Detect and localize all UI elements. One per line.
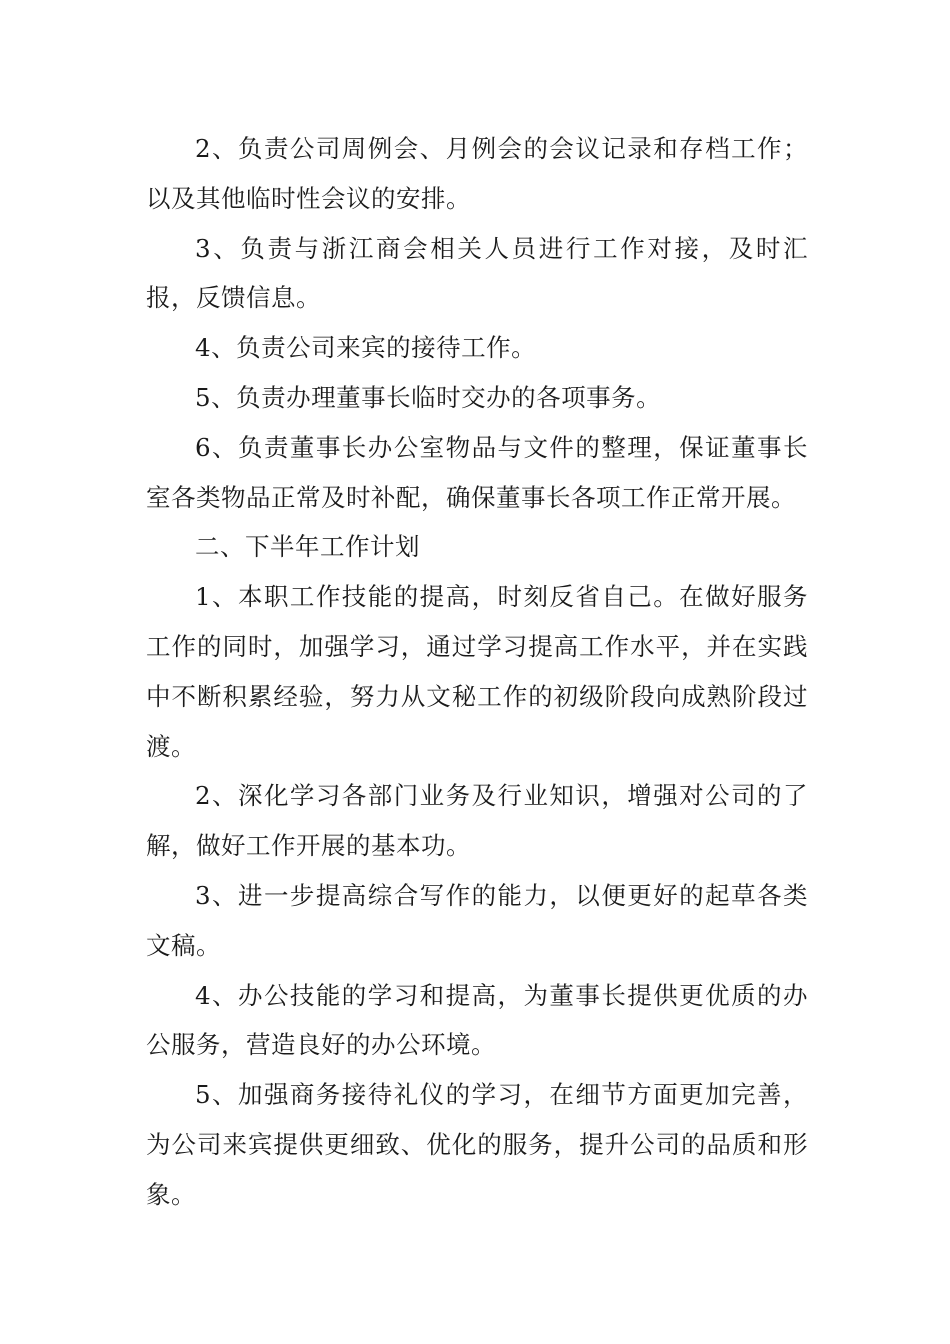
paragraph-plan-2: 2、深化学习各部门业务及行业知识，增强对公司的了解，做好工作开展的基本功。 (146, 781, 808, 861)
paragraph-duty-6: 6、负责董事长办公室物品与文件的整理，保证董事长室各类物品正常及时补配，确保董事长各项工作正常开展。 (146, 432, 808, 512)
paragraph-duty-4: 4、负责公司来宾的接待工作。 (195, 333, 537, 363)
paragraph-plan-1: 1、本职工作技能的提高，时刻反省自己。在做好服务工作的同时，加强学习，通过学习提高工作水平，并在实践中不断积累经验，努力从文秘工作的初级阶段向成熟阶段过渡。 (146, 582, 808, 761)
paragraph-duty-2: 2、负责公司周例会、月例会的会议记录和存档工作；以及其他临时性会议的安排。 (146, 134, 808, 213)
paragraph-plan-5: 5、加强商务接待礼仪的学习，在细节方面更加完善，为公司来宾提供更细致、优化的服务，提升公司的品质和形象。 (146, 1080, 808, 1209)
section-heading-second-half-plan: 二、下半年工作计划 (195, 532, 420, 562)
paragraph-duty-3: 3、负责与浙江商会相关人员进行工作对接，及时汇报，反馈信息。 (146, 233, 808, 313)
paragraph-plan-4: 4、办公技能的学习和提高，为董事长提供更优质的办公服务，营造良好的办公环境。 (146, 980, 808, 1060)
paragraph-duty-5: 5、负责办理董事长临时交办的各项事务。 (195, 382, 662, 412)
document-page (146, 124, 808, 1220)
paragraph-plan-3: 3、进一步提高综合写作的能力，以便更好的起草各类文稿。 (146, 880, 808, 960)
